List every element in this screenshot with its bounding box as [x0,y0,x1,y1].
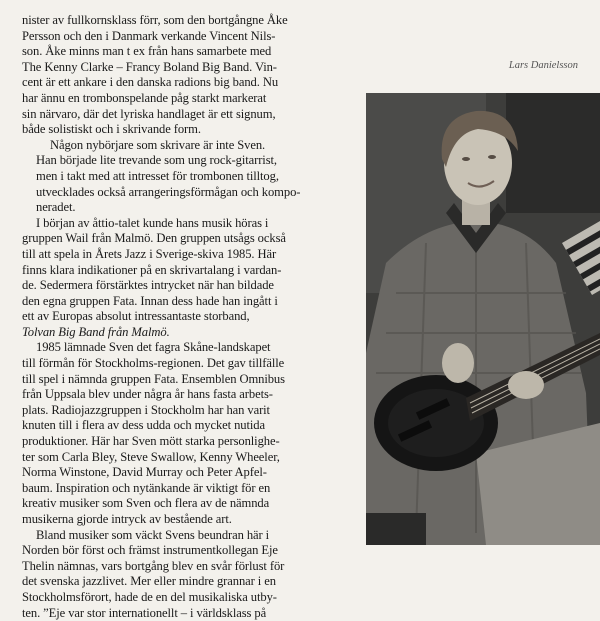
text-line: till förmån för Stockholms-regionen. Det gav tillfälle [22,356,285,371]
text-line: nister av fullkornsklass förr, som den bortgångne Åke [22,13,288,27]
paragraph-1 [22,13,355,138]
paragraph-4 [22,340,355,527]
text-line: Norden bör först och främst instrumentkollegan Eje [22,543,278,558]
text-line: ett av Europas absolut intressantaste storband, [22,309,250,324]
text-line: till spel i nämnda gruppen Fata. Ensemblen Omnibus [22,371,285,386]
text-line: utvecklades också arrangeringsförmågan och kompo- [36,184,301,199]
text-line: Tolvan Big Band från Malmö. [22,324,170,339]
text-line: de. Sedermera förstärktes intrycket när han bildade [22,278,274,293]
text-line: både solistiskt och i skrivande form. [22,122,201,137]
text-line: Thelin nämnas, vars bortgång blev en svår förlust för [22,558,285,573]
text-line: cent är ett ankare i den danska radions big band. Nu [22,75,279,90]
text-line: finns klara indikationer på en skrivartalang i vardan- [22,262,282,277]
text-line: Han började lite trevande som ung rock-gitarrist, [36,153,277,168]
text-line: Persson och den i Danmark verkande Vincent Nils- [22,28,276,43]
text-line: sin närvaro, där det lyriska handlaget är ett signum, [22,106,276,121]
paragraph-2 [22,138,355,216]
text-line: den egna gruppen Fata. Innan dess hade han ingått i [22,293,278,308]
text-line: från Uppsala blev under några år hans fasta arbets- [22,387,273,402]
paragraph-3 [22,216,355,341]
text-line: ten. ”Eje var stor internationellt – i världsklass på [22,605,267,620]
text-line: produktioner. Här har Sven mött starka personlighe- [22,434,280,449]
text-line: I början av åttio-talet kunde hans musik höras i [36,215,269,230]
text-line: neradet. [36,200,76,215]
photo-caption: Lars Danielsson [508,60,578,71]
text-line: 1985 lämnade Sven det fagra Skåne-landskapet [36,340,271,355]
text-line: har ännu en trombonspelande påg starkt markerat [22,90,267,105]
musician-photo [366,93,600,545]
text-line: det svenska jazzlivet. Mer eller mindre grannar i en [22,574,276,589]
text-line: gruppen Wail från Malmö. Den gruppen utsågs också [22,231,286,246]
text-line: plats. Radiojazzgruppen i Stockholm har han varit [22,402,270,417]
text-line: Stockholmsförort, hade de en del musikaliska utby- [22,589,277,604]
musician-with-bass-icon [366,93,600,545]
text-line: men i takt med att intresset för trombonen tilltog, [36,168,279,183]
text-line: Norma Winstone, David Murray och Peter Apfel- [22,465,267,480]
text-line: ter som Carla Bley, Steve Swallow, Kenny Wheeler, [22,449,280,464]
text-line: kreativ musiker som Sven och flera av de nämnda [22,496,270,511]
text-line: Någon nybörjare som skrivare är inte Sven. [50,137,266,152]
text-line: knuten till i flera av dess udda och mycket nutida [22,418,265,433]
text-line: musikerna gjorde intryck av bestående art. [22,512,232,526]
paragraph-5 [22,528,355,621]
text-line: The Kenny Clarke – Francy Boland Big Band. Vin- [22,59,277,74]
text-line: till att spela in Årets Jazz i Sverige-skiva 1985. Här [22,246,277,261]
text-line: son. Åke minns man t ex från hans samarbete med [22,44,272,59]
text-line: baum. Inspiration och nytänkande är viktigt för en [22,480,271,495]
text-line: Bland musiker som väckt Svens beundran här i [36,527,270,542]
article-text-column [22,13,355,621]
